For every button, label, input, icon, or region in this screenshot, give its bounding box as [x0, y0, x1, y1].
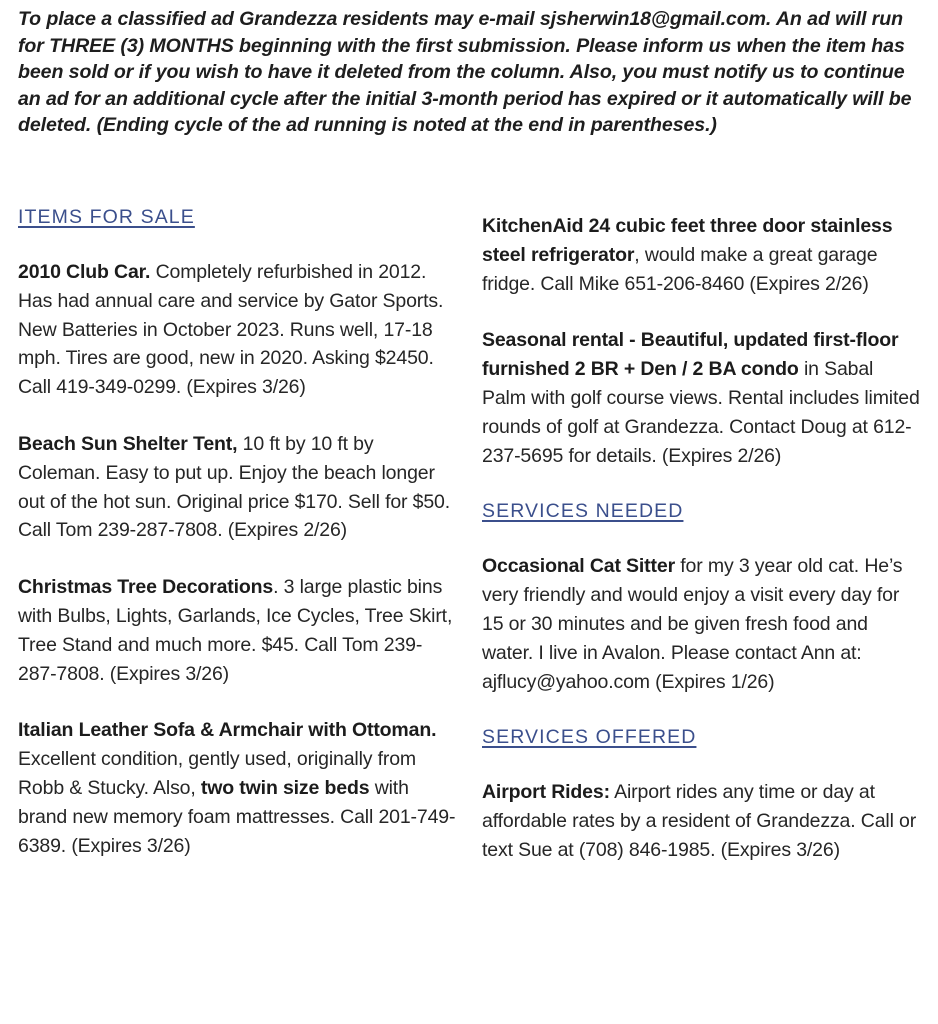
ad-body: . 3 large plastic bins with Bulbs, Lights, Garlands, Ice Cycles, Tree Skirt, Tree Stand and much more. $45. Call Tom 239-287-7808. (Expires 3/26): [18, 576, 453, 685]
ad-body: , would make a great garage fridge. Call Mike 651-206-8460 (Expires 2/26): [482, 243, 878, 295]
intro-notice: To place a classified ad Grandezza residents may e-mail sjsherwin18@gmail.com. An ad will run for THREE (3) MONTHS beginning with the first submission. Please inform us when the item has been sold or if you wish to have it deleted from the column. Also, you must notify us to continue an ad for an additional cycle after the initial 3-month period has expired or it automatically will be deleted. (Ending cycle of the ad running is noted at the end in parentheses.): [18, 8, 912, 136]
ad-body: Airport rides any time or day at affordable rates by a resident of Grandezza. Call or text Sue at (708) 846-1985. (Expires 3/26): [482, 781, 917, 861]
ad-title: KitchenAid 24 cubic feet three door stainless steel refrigerator: [482, 215, 893, 266]
ad-title: Airport Rides:: [482, 781, 610, 804]
section-heading-items-for-sale: ITEMS FOR SALE: [18, 206, 195, 228]
ad-title: Occasional Cat Sitter: [482, 555, 676, 578]
section-heading-services-needed: SERVICES NEEDED: [482, 500, 684, 523]
ad-title: Christmas Tree Decorations: [18, 576, 274, 599]
ad-airport-rides: [482, 778, 922, 864]
ad-title: Italian Leather Sofa & Armchair with Ottoman.: [18, 719, 437, 742]
ad-cat-sitter: [482, 552, 922, 696]
ad-leather-sofa: [18, 716, 458, 860]
ad-body: in Sabal Palm with golf course views. Rental includes limited rounds of golf at Grandezza. Contact Doug at 612-237-5695 for details. (Expires 2/26): [482, 358, 920, 467]
ad-title: 2010 Club Car.: [18, 261, 151, 283]
ad-title: Seasonal rental - Beautiful, updated first-floor furnished 2 BR + Den / 2 BA condo: [482, 329, 899, 381]
ad-title-secondary: two twin size beds: [200, 776, 370, 799]
section-heading-services-offered: SERVICES OFFERED: [482, 726, 697, 749]
left-column: [18, 204, 458, 888]
ad-beach-tent: [18, 430, 458, 545]
ad-club-car: [18, 258, 458, 402]
right-column: [482, 212, 922, 893]
ad-christmas-decorations: [18, 573, 458, 688]
ad-body: 10 ft by 10 ft by Coleman. Easy to put up. Enjoy the beach longer out of the hot sun. Original price $170. Sell for $50. Call Tom 239-287-7808. (Expires 2/26): [18, 432, 451, 542]
ad-seasonal-rental: [482, 326, 922, 470]
ad-body: Excellent condition, gently used, originally from Robb & Stucky. Also,: [18, 748, 417, 799]
ad-body: Completely refurbished in 2012. Has had annual care and service by Gator Sports. New Batteries in October 2023. Runs well, 17-18 mph. Tires are good, new in 2020. Asking $2450. Call 419-349-0299. (Expires 3/26): [18, 261, 444, 399]
ad-body-secondary: with brand new memory foam mattresses. Call 201-749-6389. (Expires 3/26): [18, 776, 456, 857]
ad-refrigerator: [482, 212, 922, 298]
ad-title: Beach Sun Shelter Tent,: [18, 432, 238, 455]
ad-body: for my 3 year old cat. He’s very friendly and would enjoy a visit every day for 15 or 30 minutes and be given fresh food and water. I live in Avalon. Please contact Ann at: ajflucy@yahoo.com (Expires 1/26): [482, 555, 903, 693]
